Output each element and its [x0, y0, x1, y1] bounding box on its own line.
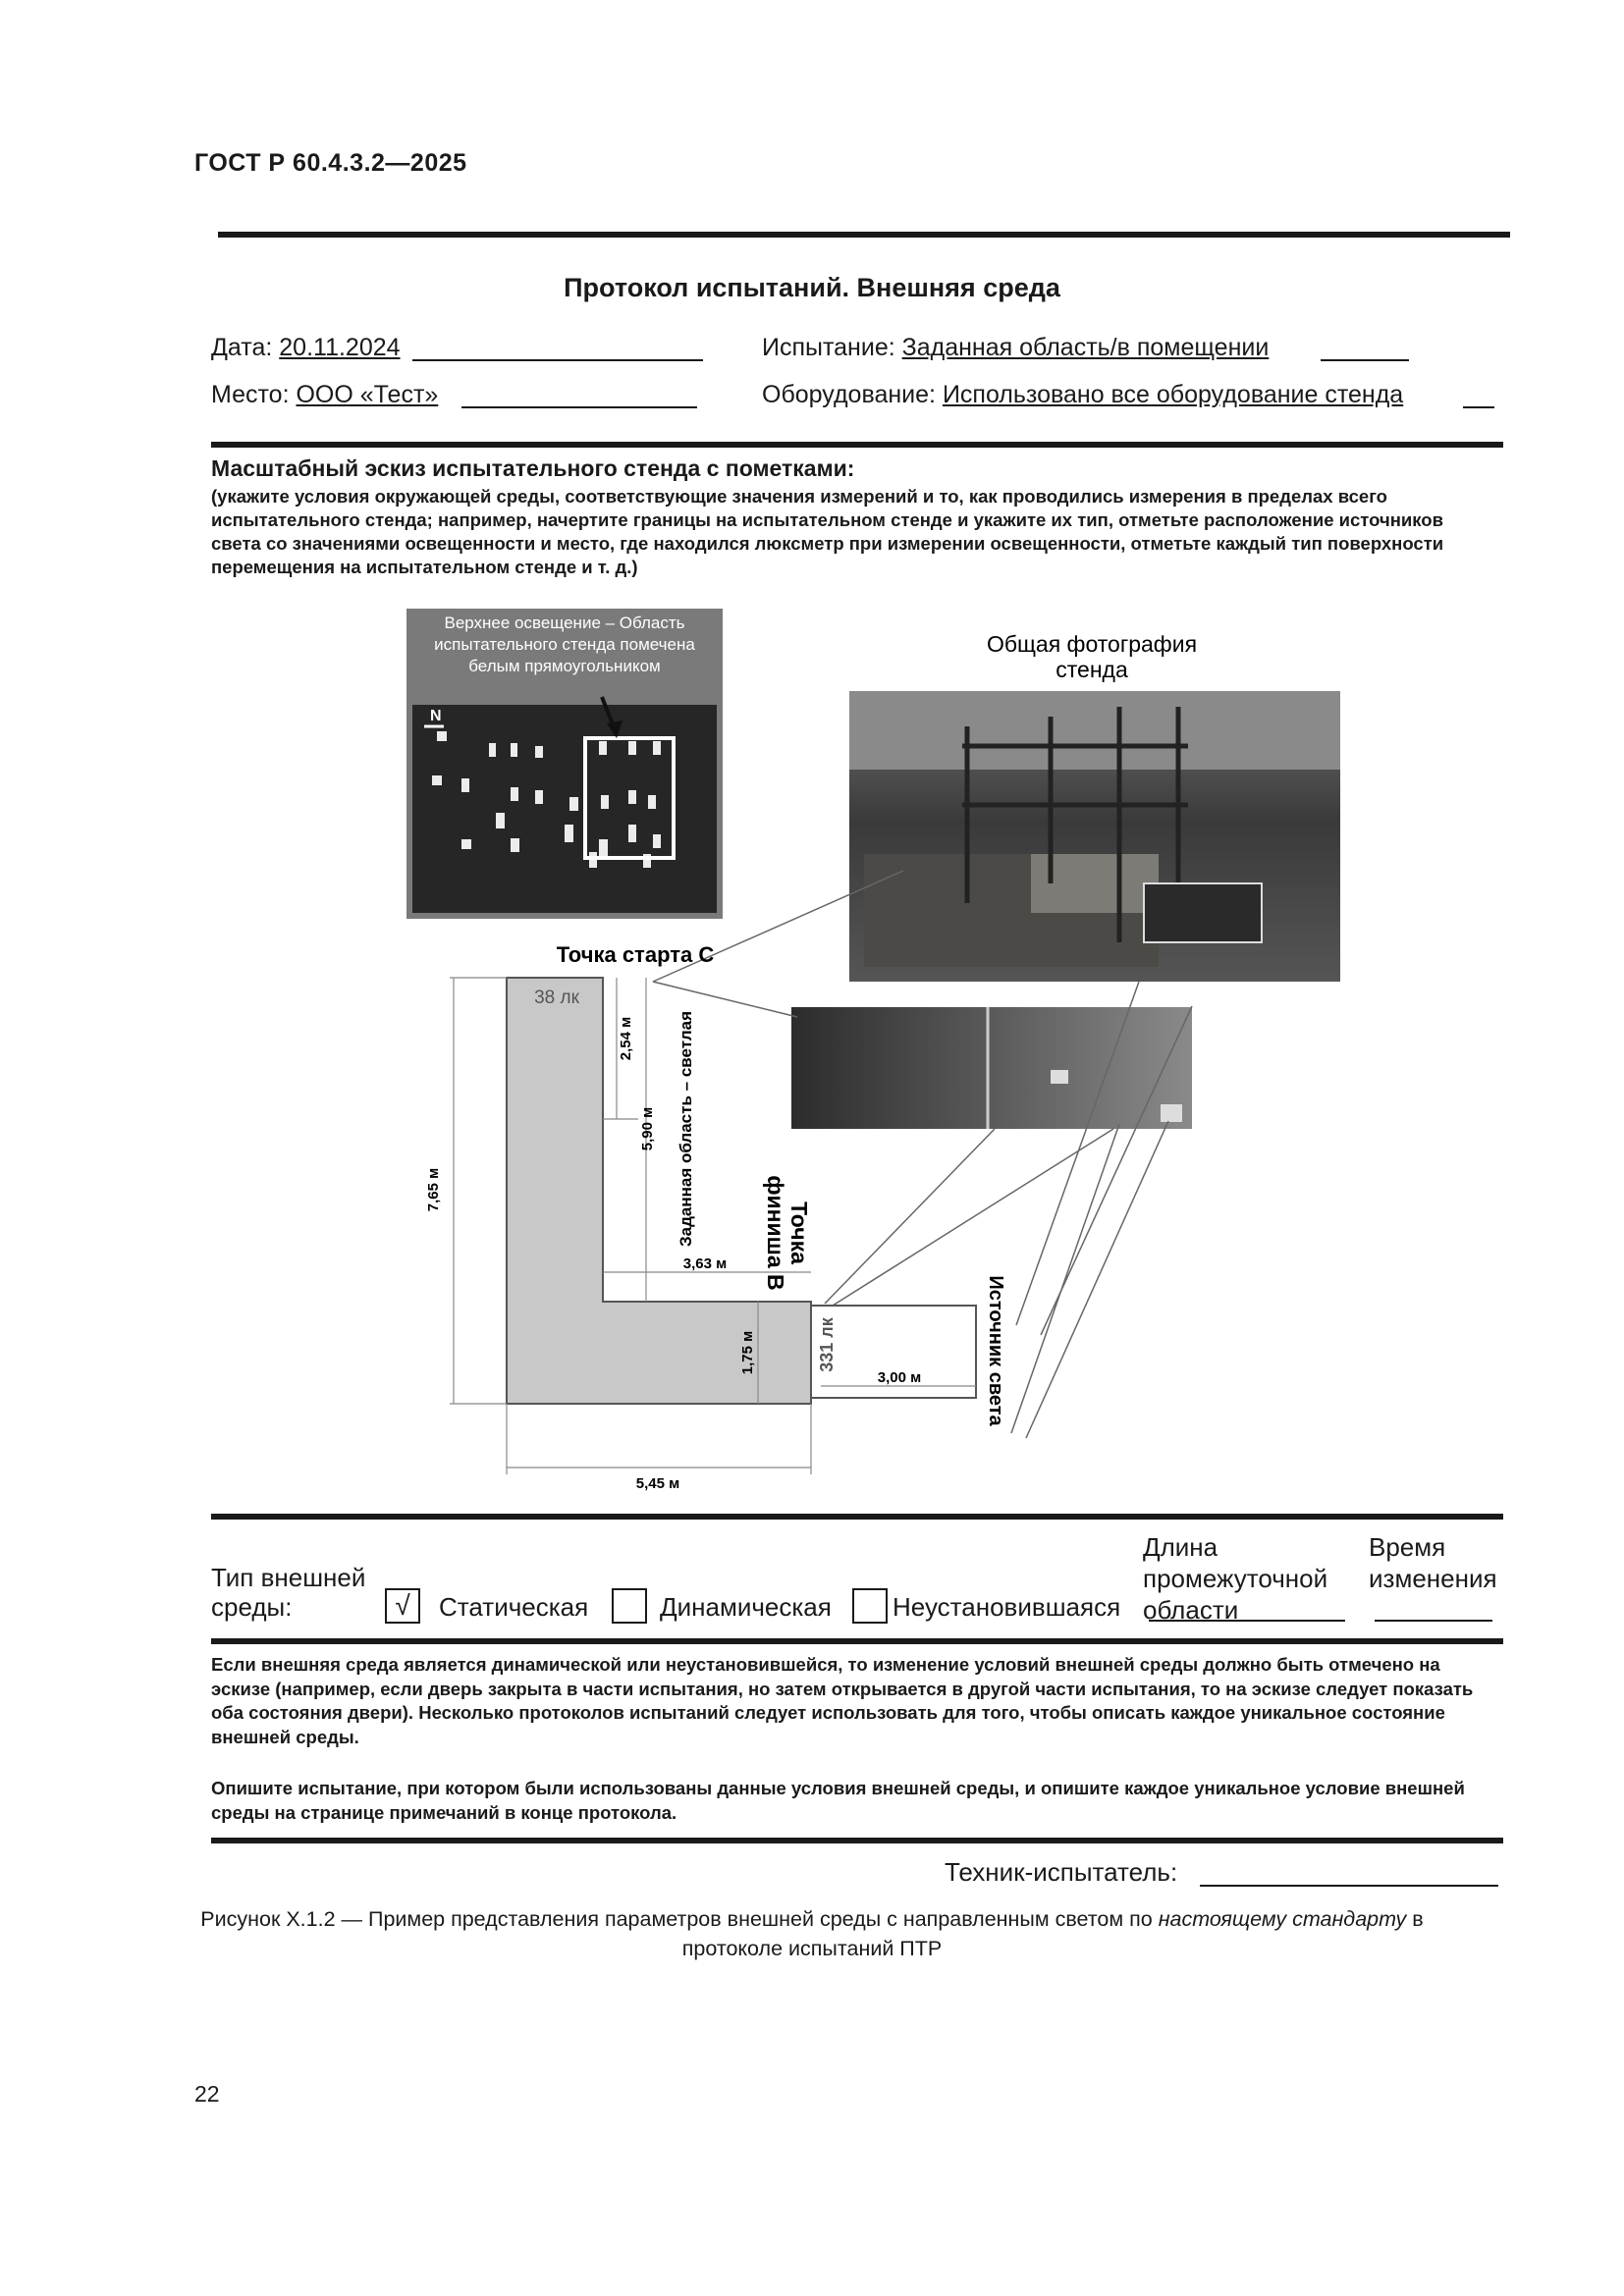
notes-rule [211, 1838, 1503, 1843]
transient-checkbox[interactable] [852, 1588, 888, 1624]
dim-1-75: 1,75 м [739, 1330, 756, 1375]
lux-finish: 331 лк [817, 1317, 837, 1372]
overhead-caption-line2: испытательного стенда помечена [434, 635, 695, 654]
equipment-value: Использовано все оборудование стенда [942, 381, 1404, 408]
zone-label: Заданная область – светлая [677, 1010, 695, 1248]
north-marker: N [430, 708, 442, 724]
dim-5-45: 5,45 м [635, 1475, 680, 1492]
caption-emphasis: настоящему стандарту [1158, 1907, 1407, 1931]
caption-tail: в протоколе испытаний ПТР [681, 1907, 1424, 1960]
technician-label: Техник-испытатель: [945, 1857, 1178, 1887]
time-underline[interactable] [1375, 1620, 1492, 1622]
place-value: ООО «Тест» [296, 381, 439, 408]
dynamic-label: Динамическая [660, 1592, 832, 1622]
place-label: Место: [211, 381, 290, 408]
dim-2-54: 2,54 м [618, 1016, 634, 1061]
equipment-label: Оборудование: [762, 381, 936, 408]
date-value: 20.11.2024 [279, 334, 401, 361]
date-label: Дата: [211, 334, 273, 361]
test-label: Испытание: [762, 334, 895, 361]
photo-caption-line1: Общая фотография [986, 631, 1198, 657]
sketch-note: (укажите условия окружающей среды, соответствующие значения измерений и то, как проводились измерения в пределах всего испытательного стенда; например, начертите границы на испытательном стенде и укажите их тип, отметьте расположение источников света со значениями освещенности и место, где находился люксметр при измерении освещенности, отметьте каждый тип поверхности перемещения на испытательном стенде и т. д.) [211, 486, 1444, 577]
caption-lead: Рисунок X.1.2 — Пример представления параметров внешней среды с направленным светом по [200, 1907, 1159, 1931]
page-number: 22 [194, 2081, 220, 2107]
start-point-label: Точка старта С [556, 942, 715, 967]
photo-caption-line2: стенда [1056, 657, 1128, 682]
test-value: Заданная область/в помещении [901, 334, 1270, 361]
interval-label: Длина промежуточной области [1143, 1532, 1328, 1625]
dim-5-90: 5,90 м [639, 1106, 656, 1151]
transient-label: Неустановившаяся [893, 1592, 1121, 1622]
general-photo [849, 691, 1340, 982]
small-photos [791, 1007, 1192, 1129]
note-dynamic: Если внешняя среда является динамической или неустановившейся, то изменение условий внешней среды должно быть отмечено на эскизе (например, если дверь закрыта в части испытания, но затем открывается в другой части испытания, то на эскизе следует показать оба состояния двери). Несколько протоколов испытаний следует использовать для того, чтобы описать каждое уникальное состояние внешней среды. [211, 1654, 1474, 1747]
overhead-caption-line1: Верхнее освещение – Область [444, 614, 685, 632]
dynamic-checkbox[interactable] [612, 1588, 647, 1624]
lux-start: 38 лк [534, 988, 579, 1008]
static-label: Статическая [439, 1592, 589, 1622]
env-rule-top [211, 1514, 1503, 1520]
protocol-title: Протокол испытаний. Внешняя среда [564, 273, 1060, 302]
dim-7-65: 7,65 м [425, 1167, 442, 1212]
dim-3-63: 3,63 м [682, 1255, 728, 1272]
note-describe: Опишите испытание, при котором были использованы данные условия внешней среды, и опишите каждое уникальное условие внешней среды на странице примечаний в конце протокола. [211, 1778, 1465, 1823]
sketch-heading: Масштабный эскиз испытательного стенда с пометками: [211, 455, 855, 481]
env-rule-bottom [211, 1638, 1503, 1644]
overhead-caption-line3: белым прямоугольником [468, 657, 661, 675]
technician-signature-line[interactable] [1200, 1885, 1498, 1887]
dim-3-00: 3,00 м [877, 1369, 922, 1386]
document-header: ГОСТ Р 60.4.3.2—2025 [194, 149, 467, 177]
static-checkbox[interactable]: √ [385, 1588, 420, 1624]
time-label: Время изменения [1369, 1532, 1497, 1593]
light-source-label: Источник света [985, 1275, 1006, 1426]
finish-point-line2: финиша В [763, 1175, 788, 1291]
env-type-label: Тип внешней среды: [211, 1563, 366, 1622]
overhead-photo [406, 609, 723, 919]
interval-underline[interactable] [1149, 1620, 1345, 1622]
finish-point-line1: Точка [786, 1201, 812, 1264]
figure-caption [0, 1904, 1624, 1963]
